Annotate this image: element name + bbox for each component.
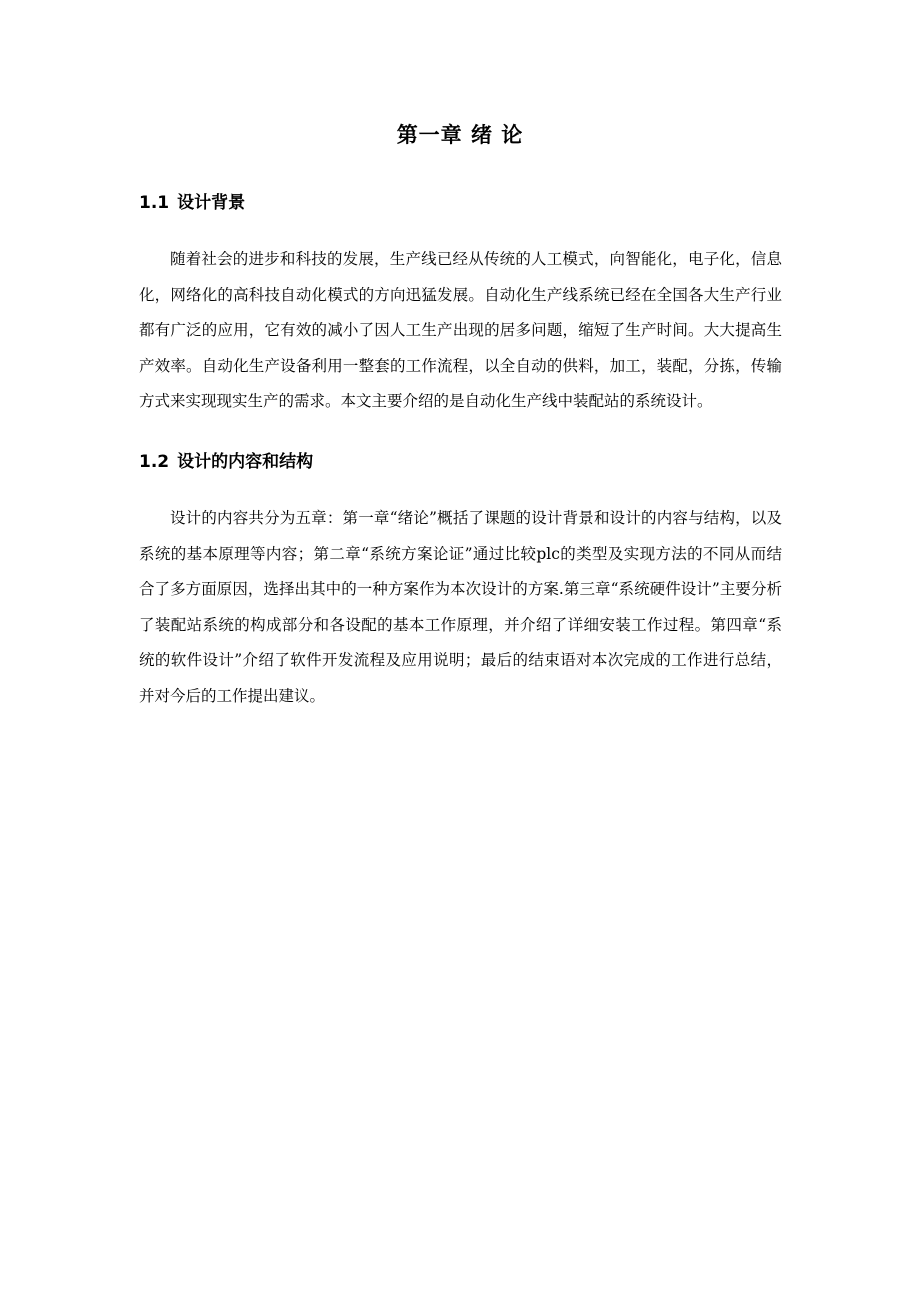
section-title: 设计背景 — [177, 193, 246, 213]
section-heading-1-1 — [139, 190, 799, 216]
chapter-title: 第一章 绪 论 — [396, 122, 524, 147]
section-number: 1.2 — [139, 452, 170, 472]
section-heading-1-2 — [139, 449, 799, 475]
section-paragraph-1-1: 随着社会的进步和科技的发展，生产线已经从传统的人工模式，向智能化，电子化，信息化，网络化的高科技自动化模式的方向迅猛发展。自动化生产线系统已经在全国各大生产行业都有广泛的应用，它有效的减小了因人工生产出现的居多问题，缩短了生产时间。大大提高生产效率。自动化生产设备利用一整套的工作流程，以全自动的供料，加工，装配，分拣，传输方式来实现现实生产的需求。本文主要介绍的是自动化生产线中装配站的系统设计。 — [139, 250, 782, 410]
section-paragraph-1-2: 设计的内容共分为五章：第一章“绪论”概括了课题的设计背景和设计的内容与结构，以及系统的基本原理等内容；第二章“系统方案论证”通过比较plc的类型及实现方法的不同从而结合了多方面原因，选择出其中的一种方案作为本次设计的方案.第三章“系统硬件设计”主要分析了装配站系统的构成部分和各设配的基本工作原理，并介绍了详细安装工作过程。第四章“系统的软件设计”介绍了软件开发流程及应用说明；最后的结束语对本次完成的工作进行总结，并对今后的工作提出建议。 — [139, 509, 782, 705]
section-number: 1.1 — [139, 193, 170, 213]
section-title: 设计的内容和结构 — [177, 452, 314, 472]
